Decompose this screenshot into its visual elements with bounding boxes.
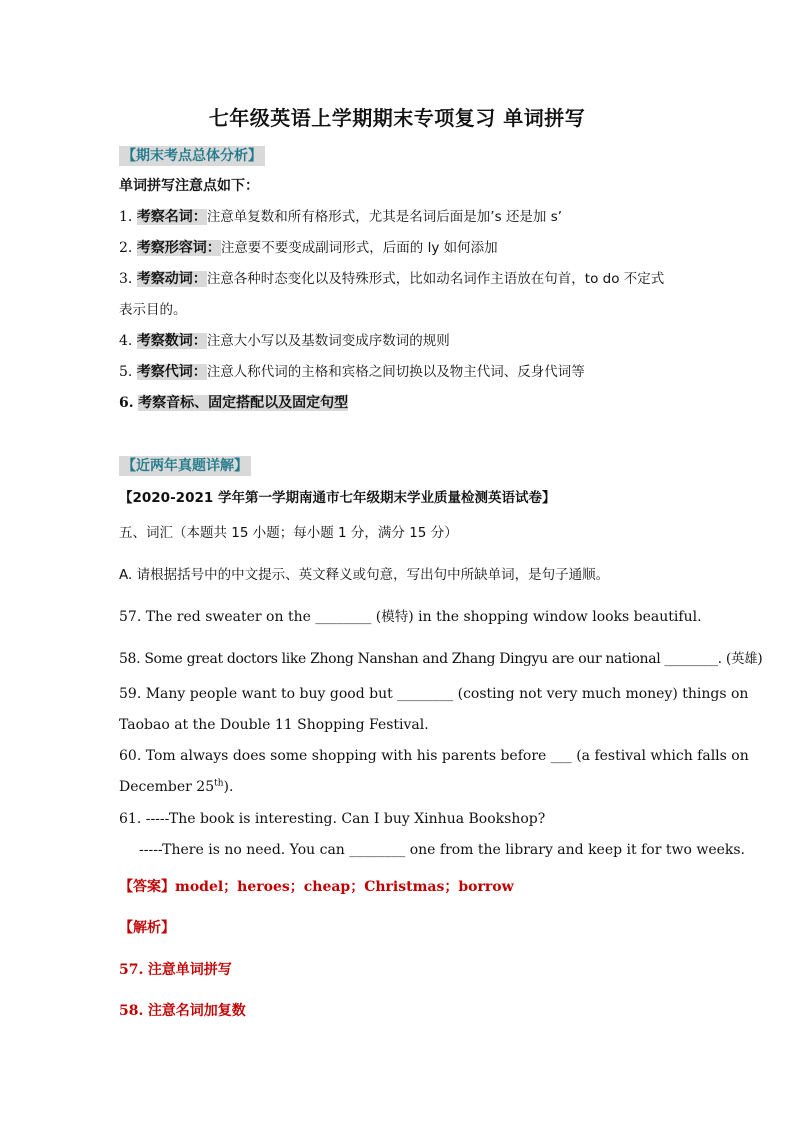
list-item xyxy=(119,393,675,413)
intro-text: 单词拼写注意点如下： xyxy=(119,178,259,194)
list-item xyxy=(119,362,675,382)
question-61-line2: -----There is no need. You can ________ one from the library and keep it for two weeks. xyxy=(139,842,746,858)
note-number: 58. xyxy=(119,1003,144,1019)
item-key: 考察代词： xyxy=(136,364,207,380)
list-item xyxy=(119,238,675,258)
instruction-text: A. 请根据括号中的中文提示、英文释义或句意，写出句中所缺单词，是句子通顺。 xyxy=(119,567,610,583)
list-item xyxy=(119,269,675,289)
item-number: 3. xyxy=(119,271,133,287)
question-text: December 25 xyxy=(119,779,215,795)
item-key: 考察音标、固定搭配以及固定句型 xyxy=(138,395,349,411)
item-key: 考察形容词： xyxy=(136,240,221,256)
question-text: 58. Some great doctors like Zhong Nanshan and Zhang Dingyu are our national ________. ( xyxy=(119,651,731,667)
question-59-line2: Taobao at the Double 11 Shopping Festival. xyxy=(119,717,429,733)
question-57 xyxy=(119,607,702,627)
item-number: 5. xyxy=(119,364,133,380)
question-hint: 模特 xyxy=(381,609,409,625)
question-text: 57. The red sweater on the ________ ( xyxy=(119,609,382,625)
item-key: 考察名词： xyxy=(136,209,207,225)
item-text: 注意各种时态变化以及特殊形式，比如动名词作主语放在句首，to do 不定式 xyxy=(206,271,665,287)
question-60-line1: 60. Tom always does some shopping with his parents before ___ (a festival which falls on xyxy=(119,748,749,764)
question-60-line2 xyxy=(119,777,675,797)
page-title: 七年级英语上学期期末专项复习 单词拼写 xyxy=(208,106,586,130)
question-58 xyxy=(119,649,763,669)
note-item xyxy=(119,960,675,980)
answer-line xyxy=(119,877,675,897)
note-item xyxy=(119,1001,675,1021)
part-heading: 五、词汇（本题共 15 小题；每小题 1 分，满分 15 分） xyxy=(119,525,458,541)
question-hint: 英雄 xyxy=(730,651,758,667)
item-number: 2. xyxy=(119,240,133,256)
question-61-line1: 61. -----The book is interesting. Can I buy Xinhua Bookshop? xyxy=(119,811,546,827)
answer-label: 【答案】 xyxy=(119,879,175,895)
exam-title: 【2020-2021 学年第一学期南通市七年级期末学业质量检测英语试卷】 xyxy=(119,490,556,506)
section-tag-analysis: 【期末考点总体分析】 xyxy=(119,146,265,166)
item-key: 考察动词： xyxy=(136,271,207,287)
item-text-continued: 表示目的。 xyxy=(119,302,187,318)
note-number: 57. xyxy=(119,962,144,978)
question-text: ) xyxy=(757,651,763,667)
analysis-label: 【解析】 xyxy=(119,920,175,936)
question-text: ). xyxy=(223,779,234,795)
item-text: 注意人称代词的主格和宾格之间切换以及物主代词、反身代词等 xyxy=(206,364,585,380)
item-text: 注意要不要变成副词形式，后面的 ly 如何添加 xyxy=(220,240,498,256)
item-key: 考察数词： xyxy=(136,333,207,349)
answer-text: model；heroes；cheap；Christmas；borrow xyxy=(175,879,514,895)
question-text: ) in the shopping window looks beautiful. xyxy=(408,609,702,625)
section-tag-exam: 【近两年真题详解】 xyxy=(119,456,251,476)
item-text: 注意单复数和所有格形式，尤其是名词后面是加’s 还是加 s’ xyxy=(206,209,563,225)
item-text: 注意大小写以及基数词变成序数词的规则 xyxy=(206,333,450,349)
item-number: 4. xyxy=(119,333,133,349)
item-number: 6. xyxy=(119,395,134,411)
note-text: 注意单词拼写 xyxy=(147,962,232,978)
question-59-line1: 59. Many people want to buy good but ________ (costing not very much money) things on xyxy=(119,686,749,702)
item-number: 1. xyxy=(119,209,133,225)
list-item xyxy=(119,207,675,227)
superscript: th xyxy=(214,778,224,789)
list-item xyxy=(119,331,675,351)
note-text: 注意名词加复数 xyxy=(147,1003,246,1019)
